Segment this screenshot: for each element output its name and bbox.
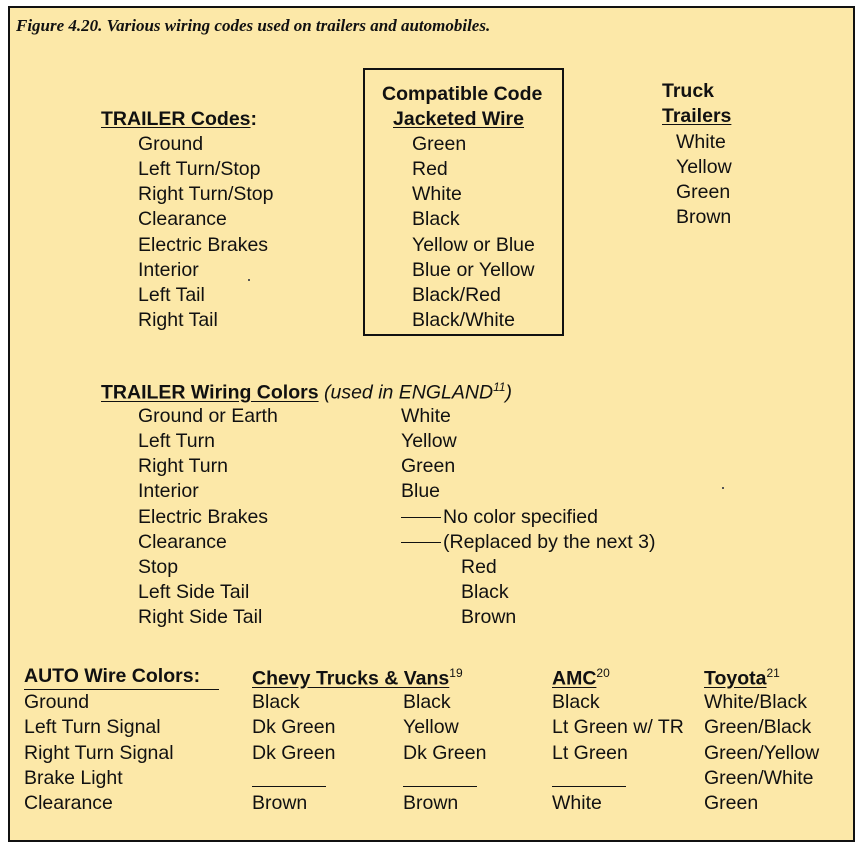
trailer-code-item: Ground [138, 133, 204, 155]
no-color-text: No color specified [443, 506, 598, 528]
toyota-item: Green/Black [704, 716, 812, 738]
england-function: Clearance [138, 531, 227, 553]
auto-item: Left Turn Signal [24, 716, 161, 738]
truck-trailer-item: Green [676, 181, 731, 203]
trailer-codes-heading [101, 110, 257, 130]
figure-caption: Figure 4.20. Various wiring codes used on trailers and automobiles. [16, 16, 491, 35]
compatible-code-item: Yellow or Blue [412, 234, 535, 256]
england-function: Right Turn [138, 455, 228, 477]
england-note: (used in ENGLAND [324, 381, 494, 404]
chevy-footnote: 19 [449, 666, 463, 680]
truck-trailer-item: Yellow [676, 156, 732, 178]
trailer-code-item: Right Turn/Stop [138, 183, 274, 205]
amc-footnote: 20 [596, 666, 610, 680]
truck-heading: Truck [662, 80, 715, 102]
amc-item: Lt Green [552, 742, 628, 764]
auto-item: Clearance [24, 792, 113, 814]
chevy-col2-item: Brown [403, 792, 459, 814]
dash-line [401, 542, 441, 543]
england-color: White [401, 405, 451, 427]
compatible-code-heading: Compatible Code [382, 83, 543, 105]
england-function: Left Turn [138, 430, 215, 452]
scan-speck [722, 487, 724, 489]
trailer-codes-colon: : [250, 108, 258, 130]
chevy-col2-item: Yellow [403, 716, 459, 738]
compatible-code-item: Black/Red [412, 284, 501, 306]
chevy-col1-item: Dk Green [252, 716, 336, 738]
trailer-codes-heading-text: TRAILER Codes [101, 108, 251, 130]
amc-item: Lt Green w/ TR [552, 716, 684, 738]
chevy-heading [252, 667, 463, 689]
blank-line [403, 786, 477, 787]
compatible-code-item: Black [412, 208, 460, 230]
truck-trailer-item: White [676, 131, 726, 153]
dash-line [401, 517, 441, 518]
england-function: Stop [138, 556, 179, 578]
trailers-heading: Trailers [662, 105, 732, 127]
england-sub-color: Brown [461, 606, 517, 628]
amc-item: Black [552, 691, 600, 713]
compatible-code-item: Blue or Yellow [412, 259, 535, 281]
toyota-heading [704, 667, 780, 689]
toyota-item: White/Black [704, 691, 807, 713]
chevy-col1-item: Dk Green [252, 742, 336, 764]
trailer-code-item: Left Turn/Stop [138, 158, 261, 180]
auto-item: Ground [24, 691, 90, 713]
toyota-item: Green/Yellow [704, 742, 820, 764]
auto-item: Right Turn Signal [24, 742, 174, 764]
truck-trailer-item: Brown [676, 206, 732, 228]
trailer-code-item: Interior [138, 259, 199, 281]
england-function: Left Side Tail [138, 581, 250, 603]
chevy-heading-text: Chevy Trucks & Vans [252, 667, 450, 690]
scan-speck [248, 279, 250, 281]
trailer-code-item: Right Tail [138, 309, 218, 331]
chevy-col2-item: Dk Green [403, 742, 487, 764]
toyota-item: Green [704, 792, 759, 814]
chevy-col2-item: Black [403, 691, 451, 713]
compatible-code-item: White [412, 183, 462, 205]
blank-line [552, 786, 626, 787]
england-heading-text: TRAILER Wiring Colors [101, 381, 319, 404]
england-color: Green [401, 455, 456, 477]
jacketed-wire-heading: Jacketed Wire [393, 108, 524, 130]
auto-heading: AUTO Wire Colors: [24, 667, 219, 690]
england-color: Blue [401, 480, 441, 502]
toyota-heading-text: Toyota [704, 667, 767, 690]
england-no-color [401, 508, 598, 528]
england-note-close: ) [505, 381, 513, 404]
trailer-code-item: Clearance [138, 208, 227, 230]
england-heading [101, 381, 512, 403]
england-color: Yellow [401, 430, 457, 452]
compatible-code-item: Green [412, 133, 467, 155]
amc-item: White [552, 792, 602, 814]
chevy-col1-item: Black [252, 691, 300, 713]
auto-item: Brake Light [24, 767, 123, 789]
chevy-col1-item: Brown [252, 792, 308, 814]
compatible-code-item: Black/White [412, 309, 515, 331]
trailer-code-item: Left Tail [138, 284, 205, 306]
replaced-text: (Replaced by the next 3) [443, 531, 656, 553]
toyota-footnote: 21 [766, 666, 780, 680]
england-function: Ground or Earth [138, 405, 278, 427]
blank-line [252, 786, 326, 787]
england-function: Interior [138, 480, 199, 502]
england-replaced [401, 533, 655, 553]
england-function: Right Side Tail [138, 606, 263, 628]
amc-heading [552, 667, 610, 689]
toyota-item: Green/White [704, 767, 814, 789]
england-sub-color: Red [461, 556, 497, 578]
trailer-code-item: Electric Brakes [138, 234, 269, 256]
england-sub-color: Black [461, 581, 509, 603]
amc-heading-text: AMC [552, 667, 597, 690]
england-function: Electric Brakes [138, 506, 269, 528]
compatible-code-item: Red [412, 158, 448, 180]
england-footnote: 11 [493, 380, 506, 394]
